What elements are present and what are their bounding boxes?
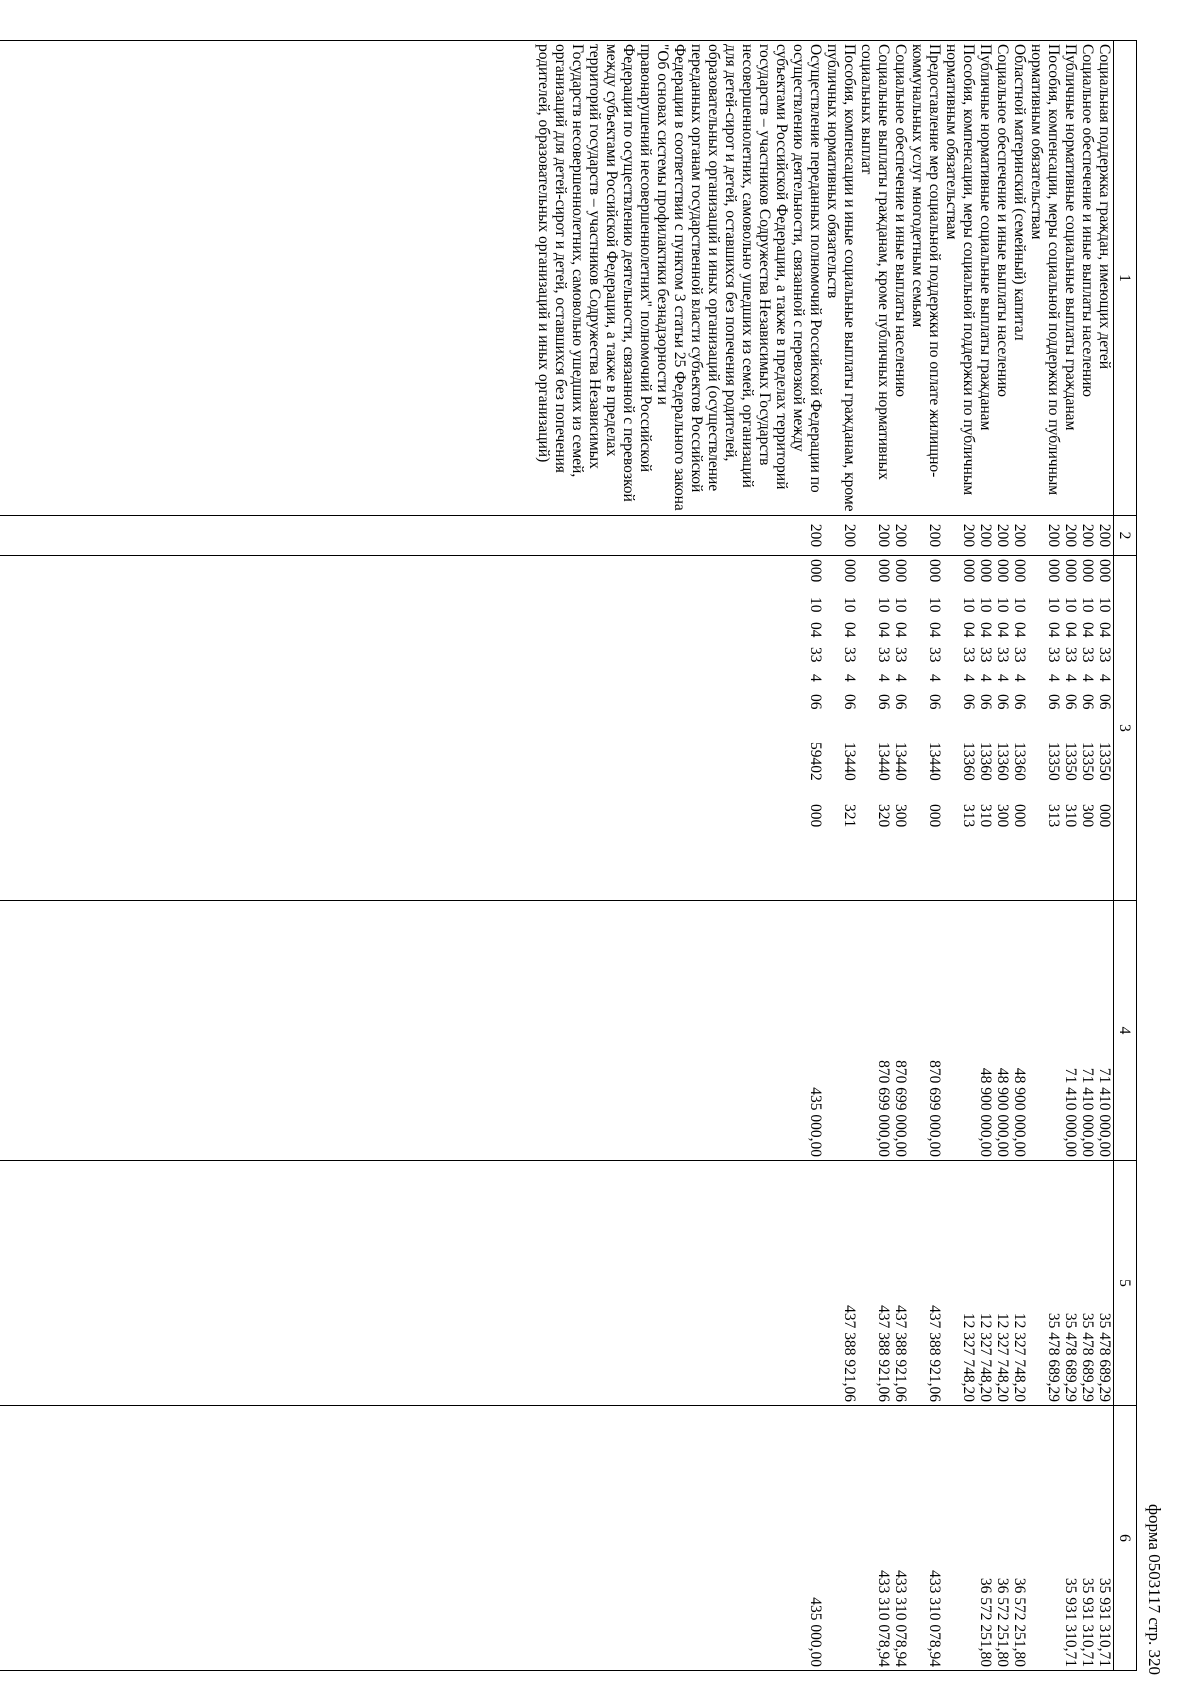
code-section: 10 <box>807 597 824 613</box>
code-adm: 000 <box>807 559 824 583</box>
budget-code-parts <box>1062 559 1079 897</box>
row-line-code: 200 <box>1079 516 1096 556</box>
code-subprogram: 4 <box>994 674 1011 682</box>
row-executed-amount: 12 327 748,20 <box>1011 1161 1028 1406</box>
code-program: 33 <box>1062 647 1079 663</box>
code-section: 10 <box>841 597 858 613</box>
code-main-event: 06 <box>841 694 858 710</box>
budget-code-parts <box>960 559 977 897</box>
row-name: Публичные нормативные социальные выплаты гражданам <box>977 41 994 516</box>
row-unexecuted-amount: 433 310 078,94 <box>858 1406 892 1671</box>
row-budget-code <box>909 556 943 901</box>
header-col-5: 5 <box>1114 1161 1137 1406</box>
code-subsection: 04 <box>892 622 909 638</box>
row-executed-amount <box>535 1161 824 1406</box>
code-adm: 000 <box>1079 559 1096 583</box>
row-unexecuted-amount: 36 572 251,80 <box>994 1406 1011 1671</box>
code-main-event: 06 <box>1096 694 1113 710</box>
code-adm: 000 <box>1011 559 1028 583</box>
code-direction: 13360 <box>960 742 977 781</box>
code-subsection: 04 <box>875 622 892 638</box>
code-adm: 000 <box>994 559 1011 583</box>
row-budget-code <box>1011 556 1028 901</box>
budget-code-parts <box>1011 559 1028 897</box>
table-row <box>892 41 909 1671</box>
row-unexecuted-amount: 35 931 310,71 <box>1062 1406 1079 1671</box>
code-direction: 13440 <box>875 742 892 781</box>
code-program: 33 <box>926 647 943 663</box>
code-expense-type: 310 <box>1062 804 1079 828</box>
row-line-code: 200 <box>1062 516 1079 556</box>
code-main-event: 06 <box>807 694 824 710</box>
row-executed-amount: 12 327 748,20 <box>994 1161 1011 1406</box>
code-subsection: 04 <box>1045 622 1062 638</box>
code-expense-type: 320 <box>875 804 892 828</box>
code-section: 10 <box>1045 597 1062 613</box>
code-section: 10 <box>926 597 943 613</box>
code-direction: 13440 <box>892 742 909 781</box>
code-subsection: 04 <box>807 622 824 638</box>
row-name: Пособия, компенсации, меры социальной поддержки по публичным нормативным обязательствам <box>1028 41 1062 516</box>
code-section: 10 <box>1062 597 1079 613</box>
row-executed-amount: 12 327 748,20 <box>943 1161 977 1406</box>
code-subsection: 04 <box>1011 622 1028 638</box>
row-executed-amount: 437 388 921,06 <box>858 1161 892 1406</box>
row-executed-amount: 35 478 689,29 <box>1096 1161 1114 1406</box>
code-adm: 000 <box>960 559 977 583</box>
budget-code-parts <box>841 559 858 897</box>
row-name: Областной материнский (семейный) капитал <box>1011 41 1028 516</box>
row-executed-amount: 437 388 921,06 <box>909 1161 943 1406</box>
row-line-code: 200 <box>1028 516 1062 556</box>
code-subsection: 04 <box>1096 622 1113 638</box>
code-adm: 000 <box>892 559 909 583</box>
table-row <box>1096 41 1114 1671</box>
header-row <box>1114 41 1137 1671</box>
row-line-code: 200 <box>994 516 1011 556</box>
code-expense-type: 000 <box>1096 804 1113 828</box>
header-col-6: 6 <box>1114 1406 1137 1671</box>
code-main-event: 06 <box>994 694 1011 710</box>
code-direction: 13440 <box>841 742 858 781</box>
row-budget-code <box>1062 556 1079 901</box>
code-direction: 13360 <box>977 742 994 781</box>
code-subprogram: 4 <box>1011 674 1028 682</box>
row-approved-amount: 870 699 000,00 <box>909 901 943 1161</box>
code-adm: 000 <box>1096 559 1113 583</box>
code-subsection: 04 <box>977 622 994 638</box>
row-budget-code <box>535 556 824 901</box>
code-section: 10 <box>1011 597 1028 613</box>
row-approved-amount: 870 699 000,00 <box>892 901 909 1161</box>
code-expense-type: 000 <box>1011 804 1028 828</box>
row-name: Предоставление мер социальной поддержки по оплате жилищно-коммунальных услуг многодетным семьям <box>909 41 943 516</box>
filler-cell <box>0 41 535 516</box>
code-adm: 000 <box>875 559 892 583</box>
row-name: Пособия, компенсации и иные социальные выплаты гражданам, кроме публичных нормативных обязательств <box>824 41 858 516</box>
code-direction: 13350 <box>1096 742 1113 781</box>
budget-code-parts <box>875 559 892 897</box>
table-filler-row <box>0 41 535 1671</box>
table-row <box>909 41 943 1671</box>
budget-code-parts <box>1096 559 1113 897</box>
code-main-event: 06 <box>1079 694 1096 710</box>
row-unexecuted-amount: 36 572 251,80 <box>977 1406 994 1671</box>
code-expense-type: 300 <box>892 804 909 828</box>
code-main-event: 06 <box>977 694 994 710</box>
row-budget-code <box>994 556 1011 901</box>
row-budget-code <box>892 556 909 901</box>
budget-table <box>0 40 1137 1671</box>
row-approved-amount: 71 410 000,00 <box>1096 901 1114 1161</box>
budget-code-parts <box>977 559 994 897</box>
row-executed-amount: 35 478 689,29 <box>1062 1161 1079 1406</box>
row-executed-amount: 12 327 748,20 <box>977 1161 994 1406</box>
row-name: Публичные нормативные социальные выплаты гражданам <box>1062 41 1079 516</box>
row-unexecuted-amount <box>824 1406 858 1671</box>
table-row <box>943 41 977 1671</box>
row-line-code: 200 <box>909 516 943 556</box>
row-name: Социальное обеспечение и иные выплаты населению <box>1079 41 1096 516</box>
row-approved-amount <box>943 901 977 1161</box>
budget-code-parts <box>1079 559 1096 897</box>
code-subprogram: 4 <box>875 674 892 682</box>
code-section: 10 <box>977 597 994 613</box>
budget-code-parts <box>1045 559 1062 897</box>
row-budget-code <box>977 556 994 901</box>
code-adm: 000 <box>1062 559 1079 583</box>
header-col-1: 1 <box>1114 41 1137 516</box>
code-main-event: 06 <box>960 694 977 710</box>
row-line-code: 200 <box>1096 516 1114 556</box>
code-subsection: 04 <box>926 622 943 638</box>
code-program: 33 <box>1011 647 1028 663</box>
table-row <box>977 41 994 1671</box>
row-name: Осуществление переданных полномочий Российской Федерации по осуществлению деятельности, связанной с перевозкой между субъектами Российской Федерации, а также в пределах территорий государств – участников Содружества Независимых Государств несовершеннолетних, самовольно ушедших из семей, организаций для детей-сирот и детей, оставшихся без попечения родителей, образовательных организаций и иных организаций (осуществление переданных органам государственной власти субъектов Российской Федерации в соответствии с пунктом 3 статьи 25 Федерального закона "Об основах системы профилактики безнадзорности и правонарушений несовершеннолетних" полномочий Российской Федерации по осуществлению деятельности, связанной с перевозкой между субъектами Российской Федерации, а также в пределах территорий государств – участников Содружества Независимых Государств несовершеннолетних, самовольно ушедших из семей, организаций для детей-сирот и детей, оставшихся без попечения родителей, образовательных организаций и иных организаций) <box>535 41 824 516</box>
row-unexecuted-amount: 433 310 078,94 <box>909 1406 943 1671</box>
filler-cell <box>0 556 535 901</box>
code-adm: 000 <box>926 559 943 583</box>
row-line-code: 200 <box>1011 516 1028 556</box>
row-name: Пособия, компенсации, меры социальной поддержки по публичным нормативным обязательствам <box>943 41 977 516</box>
code-direction: 13360 <box>1011 742 1028 781</box>
row-approved-amount <box>1028 901 1062 1161</box>
table-row <box>1062 41 1079 1671</box>
code-direction: 13350 <box>1079 742 1096 781</box>
rotated-page <box>75 35 1165 1680</box>
row-unexecuted-amount: 36 572 251,80 <box>1011 1406 1028 1671</box>
row-unexecuted-amount <box>943 1406 977 1671</box>
code-main-event: 06 <box>1062 694 1079 710</box>
budget-code-parts <box>892 559 909 897</box>
code-section: 10 <box>1096 597 1113 613</box>
code-expense-type: 321 <box>841 804 858 828</box>
code-subprogram: 4 <box>1045 674 1062 682</box>
code-subprogram: 4 <box>926 674 943 682</box>
row-executed-amount: 35 478 689,29 <box>1079 1161 1096 1406</box>
code-subprogram: 4 <box>841 674 858 682</box>
code-subsection: 04 <box>841 622 858 638</box>
row-line-code: 200 <box>892 516 909 556</box>
header-col-2: 2 <box>1114 516 1137 556</box>
row-unexecuted-amount <box>1028 1406 1062 1671</box>
code-direction: 13440 <box>926 742 943 781</box>
code-adm: 000 <box>977 559 994 583</box>
code-subprogram: 4 <box>807 674 824 682</box>
code-subsection: 04 <box>1079 622 1096 638</box>
code-subprogram: 4 <box>1096 674 1113 682</box>
row-unexecuted-amount: 433 310 078,94 <box>892 1406 909 1671</box>
code-expense-type: 300 <box>994 804 1011 828</box>
code-subsection: 04 <box>994 622 1011 638</box>
code-expense-type: 313 <box>960 804 977 828</box>
row-line-code: 200 <box>535 516 824 556</box>
row-budget-code <box>824 556 858 901</box>
row-name: Социальная поддержка граждан, имеющих детей <box>1096 41 1114 516</box>
code-program: 33 <box>1045 647 1062 663</box>
filler-cell <box>0 1406 535 1671</box>
budget-code-parts <box>926 559 943 897</box>
code-section: 10 <box>960 597 977 613</box>
code-direction: 13350 <box>1062 742 1079 781</box>
row-approved-amount: 48 900 000,00 <box>977 901 994 1161</box>
row-line-code: 200 <box>858 516 892 556</box>
table-row <box>1079 41 1096 1671</box>
filler-cell <box>0 516 535 556</box>
row-name: Социальное обеспечение и иные выплаты населению <box>994 41 1011 516</box>
code-adm: 000 <box>1045 559 1062 583</box>
code-subprogram: 4 <box>977 674 994 682</box>
row-approved-amount: 71 410 000,00 <box>1079 901 1096 1161</box>
code-program: 33 <box>977 647 994 663</box>
header-col-4: 4 <box>1114 901 1137 1161</box>
form-caption: форма 0503117 стр. 320 <box>1145 1504 1164 1675</box>
code-subprogram: 4 <box>1062 674 1079 682</box>
code-expense-type: 310 <box>977 804 994 828</box>
row-executed-amount: 437 388 921,06 <box>892 1161 909 1406</box>
code-expense-type: 000 <box>926 804 943 828</box>
table-row <box>1011 41 1028 1671</box>
code-subprogram: 4 <box>1079 674 1096 682</box>
row-approved-amount <box>824 901 858 1161</box>
code-program: 33 <box>875 647 892 663</box>
row-name: Социальные выплаты гражданам, кроме публичных нормативных социальных выплат <box>858 41 892 516</box>
row-executed-amount: 35 478 689,29 <box>1028 1161 1062 1406</box>
row-approved-amount: 48 900 000,00 <box>994 901 1011 1161</box>
row-approved-amount: 48 900 000,00 <box>1011 901 1028 1161</box>
table-row <box>858 41 892 1671</box>
row-unexecuted-amount: 35 931 310,71 <box>1096 1406 1114 1671</box>
row-budget-code <box>943 556 977 901</box>
code-main-event: 06 <box>892 694 909 710</box>
code-adm: 000 <box>841 559 858 583</box>
filler-cell <box>0 1161 535 1406</box>
table-row <box>824 41 858 1671</box>
code-subsection: 04 <box>960 622 977 638</box>
row-budget-code <box>1096 556 1114 901</box>
code-subsection: 04 <box>1062 622 1079 638</box>
row-line-code: 200 <box>943 516 977 556</box>
row-approved-amount: 435 000,00 <box>535 901 824 1161</box>
table-row <box>1028 41 1062 1671</box>
code-main-event: 06 <box>1045 694 1062 710</box>
code-section: 10 <box>892 597 909 613</box>
code-direction: 13360 <box>994 742 1011 781</box>
table-row <box>535 41 824 1671</box>
code-expense-type: 000 <box>807 804 824 828</box>
row-budget-code <box>858 556 892 901</box>
header-col-3: 3 <box>1114 556 1137 901</box>
row-approved-amount: 870 699 000,00 <box>858 901 892 1161</box>
row-name: Социальное обеспечение и иные выплаты населению <box>892 41 909 516</box>
code-program: 33 <box>994 647 1011 663</box>
code-program: 33 <box>960 647 977 663</box>
code-main-event: 06 <box>875 694 892 710</box>
row-budget-code <box>1079 556 1096 901</box>
code-direction: 59402 <box>807 742 824 781</box>
row-executed-amount: 437 388 921,06 <box>824 1161 858 1406</box>
budget-code-parts <box>994 559 1011 897</box>
code-subprogram: 4 <box>892 674 909 682</box>
row-line-code: 200 <box>977 516 994 556</box>
code-program: 33 <box>807 647 824 663</box>
row-unexecuted-amount: 435 000,00 <box>535 1406 824 1671</box>
budget-code-parts <box>807 559 824 897</box>
code-section: 10 <box>994 597 1011 613</box>
code-program: 33 <box>1096 647 1113 663</box>
row-unexecuted-amount: 35 931 310,71 <box>1079 1406 1096 1671</box>
code-section: 10 <box>875 597 892 613</box>
row-budget-code <box>1028 556 1062 901</box>
code-section: 10 <box>1079 597 1096 613</box>
code-subprogram: 4 <box>960 674 977 682</box>
code-main-event: 06 <box>1011 694 1028 710</box>
code-main-event: 06 <box>926 694 943 710</box>
code-program: 33 <box>892 647 909 663</box>
row-approved-amount: 71 410 000,00 <box>1062 901 1079 1161</box>
filler-cell <box>0 901 535 1161</box>
code-expense-type: 300 <box>1079 804 1096 828</box>
row-line-code: 200 <box>824 516 858 556</box>
code-direction: 13350 <box>1045 742 1062 781</box>
table-row <box>994 41 1011 1671</box>
code-program: 33 <box>1079 647 1096 663</box>
code-program: 33 <box>841 647 858 663</box>
code-expense-type: 313 <box>1045 804 1062 828</box>
